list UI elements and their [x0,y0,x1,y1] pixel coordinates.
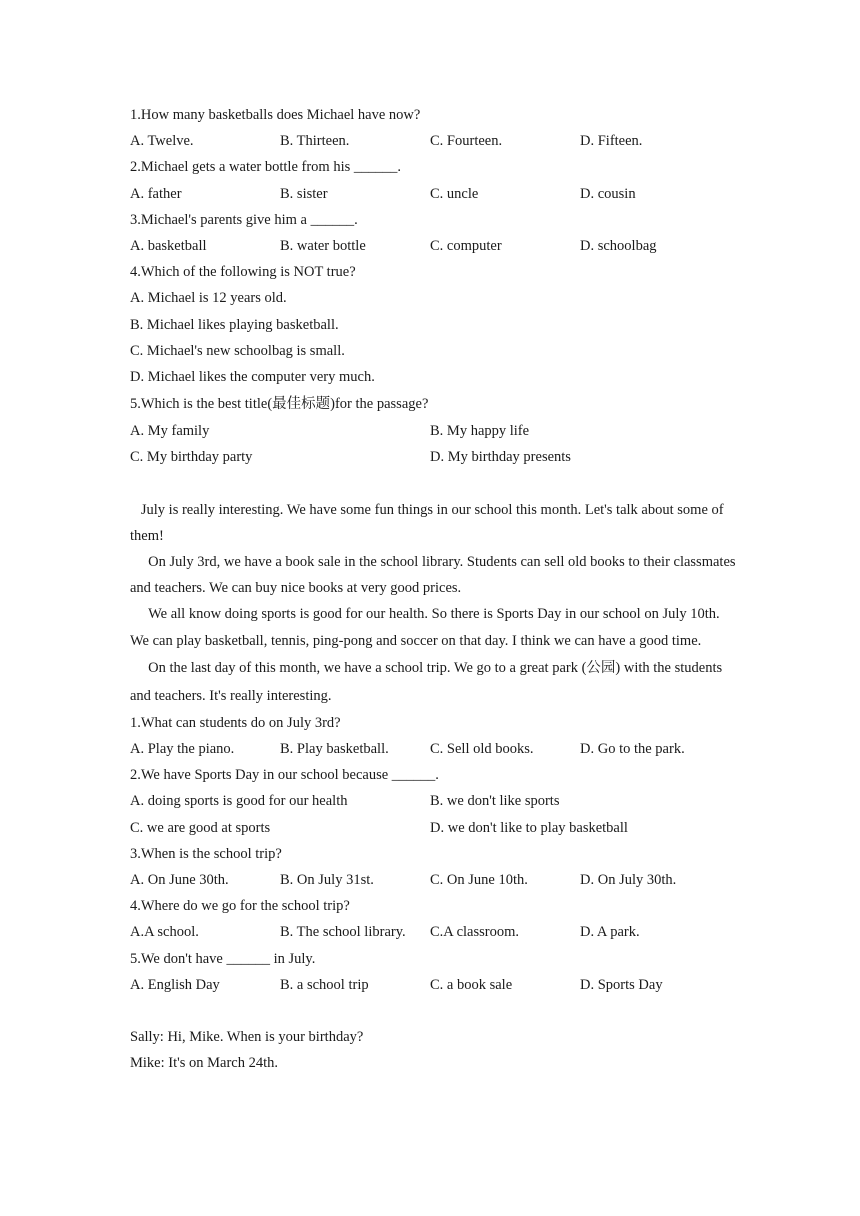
option: B. sister [280,185,328,202]
option: B. Thirteen. [280,133,350,150]
options-row [130,815,740,841]
option: A. Michael is 12 years old. [130,290,287,307]
option: B. a school trip [280,976,369,993]
option: C. Fourteen. [430,133,503,150]
option: D. we don't like to play basketball [430,819,628,836]
option: A. Play the piano. [130,741,235,758]
option: D. Go to the park. [580,741,685,758]
option: A.A school. [130,924,199,941]
options-row [130,788,740,814]
question-text: 1.How many basketballs does Michael have now? [130,107,421,123]
spacer [130,998,740,1024]
option: A. On June 30th. [130,871,229,888]
section-2-questions [130,710,740,998]
option: B. water bottle [280,237,366,254]
question-text: 2.Michael gets a water bottle from his ______. [130,159,402,176]
section-3-dialogue [130,1024,740,1076]
option: B. we don't like sports [430,793,560,810]
dialogue-line: Sally: Hi, Mike. When is your birthday? [130,1029,364,1046]
dialogue-line: Mike: It's on March 24th. [130,1055,278,1072]
option: D. Sports Day [580,976,663,993]
option: B. Michael likes playing basketball. [130,316,339,333]
option: C. On June 10th. [430,871,528,888]
option: C. My birthday party [130,449,253,466]
question-text: 1.What can students do on July 3rd? [130,714,341,731]
option: A. Twelve. [130,133,194,150]
option: C. Sell old books. [430,741,534,758]
option: B. On July 31st. [280,871,374,888]
question-text: 3.When is the school trip? [130,845,282,862]
option: D. cousin [580,185,636,202]
option: B. Play basketball. [280,741,389,758]
document-page [130,102,740,1076]
option: C. computer [430,237,502,254]
passage-paragraph: July is really interesting. We have some fun things in our school this month. Let's talk about some of them! [130,501,728,544]
option: D. Fifteen. [580,133,643,150]
options-row [130,972,740,998]
question-text: 3.Michael's parents give him a ______. [130,211,358,228]
option: A. father [130,185,182,202]
option: D. schoolbag [580,237,657,254]
options-row [130,444,740,470]
option: C. we are good at sports [130,819,271,836]
options-row [130,418,740,444]
question-text: 4.Which of the following is NOT true? [130,264,356,281]
options-row [130,736,740,762]
spacer [130,470,740,496]
options-row [130,919,740,945]
passage-paragraph: On the last day of this month, we have a school trip. We go to a great park (公园) with the students and teachers. It's really interesting. [130,659,726,704]
option: C. Michael's new schoolbag is small. [130,342,345,359]
options-row [130,233,740,259]
section-1-questions [130,102,740,470]
options-row [130,128,740,154]
option: D. A park. [580,924,640,941]
question-text: 5.We don't have ______ in July. [130,950,316,967]
option: C. uncle [430,185,479,202]
option: A. doing sports is good for our health [130,793,348,810]
option: A. My family [130,423,210,440]
section-2-passage [130,497,740,710]
passage-paragraph: On July 3rd, we have a book sale in the school library. Students can sell old books to their classmates and teachers. We can buy nice books at very good prices. [130,554,740,597]
option: B. My happy life [430,423,530,440]
question-text: 2.We have Sports Day in our school because ______. [130,767,439,784]
option: A. basketball [130,237,207,254]
question-text: 5.Which is the best title(最佳标题)for the passage? [130,396,429,413]
option: B. The school library. [280,924,406,941]
option: D. On July 30th. [580,871,677,888]
option: D. My birthday presents [430,449,571,466]
question-text: 4.Where do we go for the school trip? [130,898,350,915]
option: C.A classroom. [430,924,520,941]
option: C. a book sale [430,976,513,993]
option: D. Michael likes the computer very much. [130,368,375,385]
passage-paragraph: We all know doing sports is good for our health. So there is Sports Day in our school on July 10th. We can play basketball, tennis, ping-pong and soccer on that day. I think we can have a good time. [130,606,724,649]
options-row [130,867,740,893]
option: A. English Day [130,976,220,993]
options-row [130,181,740,207]
